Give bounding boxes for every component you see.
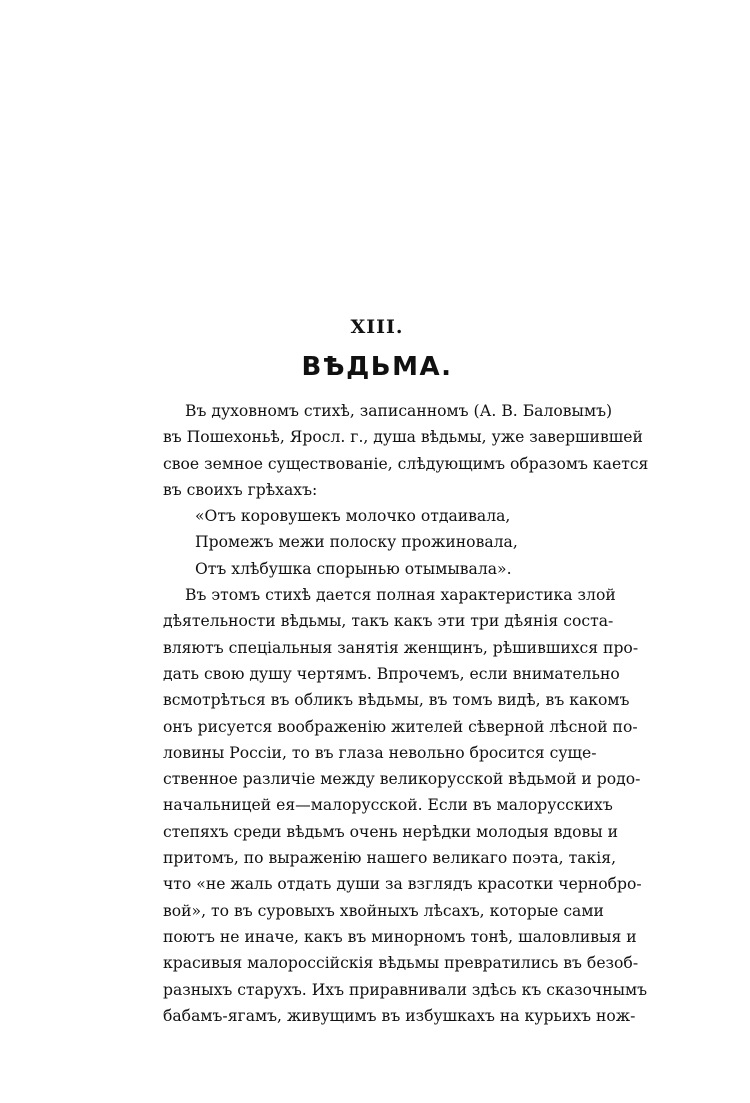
verse-line: Промежъ межи полоску прожиновала, bbox=[195, 533, 518, 552]
text-line: степяхъ среди вѣдьмъ очень нерѣдки молодыя вдовы и bbox=[163, 822, 619, 841]
text-line: Въ этомъ стихѣ дается полная характеристика злой bbox=[185, 586, 616, 605]
text-line: всмотрѣться въ обликъ вѣдьмы, въ томъ видѣ, въ какомъ bbox=[163, 691, 630, 710]
text-line: дать свою душу чертямъ. Впрочемъ, если внимательно bbox=[163, 664, 620, 683]
text-line: бабамъ-ягамъ, живущимъ въ избушкахъ на курьихъ нож- bbox=[163, 1006, 636, 1025]
text-line: ловины Россіи, то въ глаза невольно бросится суще- bbox=[163, 743, 597, 762]
verse-line: «Отъ коровушекъ молочко отдаивала, bbox=[195, 507, 511, 526]
text-line: что «не жаль отдать души за взглядъ красотки чернобро- bbox=[163, 875, 642, 894]
text-line: въ своихъ грѣхахъ: bbox=[163, 480, 318, 499]
verse-quote bbox=[163, 503, 595, 582]
text-line: Въ духовномъ стихѣ, записанномъ (А. В. Баловымъ) bbox=[185, 402, 613, 420]
text-line: ственное различіе между великорусской вѣдьмой и родо- bbox=[163, 770, 641, 789]
text-line: красивыя малороссійскія вѣдьмы превратились въ безоб- bbox=[163, 954, 639, 973]
text-line: поютъ не иначе, какъ въ минорномъ тонѣ, шаловливыя и bbox=[163, 927, 637, 946]
chapter-number: XIII. bbox=[350, 316, 404, 338]
text-line: онъ рисуется воображенію жителей сѣверной лѣсной по- bbox=[163, 717, 638, 736]
text-line: свое земное существованіе, слѣдующимъ образомъ кается bbox=[163, 454, 649, 473]
text-line: въ Пошехоньѣ, Яросл. г., душа вѣдьмы, уже завершившей bbox=[163, 428, 643, 447]
text-line: вляютъ спеціальныя занятія женщинъ, рѣшившихся про- bbox=[163, 638, 639, 657]
page-text bbox=[163, 398, 649, 1029]
body-paragraph bbox=[163, 582, 648, 1029]
text-line: начальницей ея—малорусской. Если въ малорусскихъ bbox=[163, 796, 613, 815]
verse-line: Отъ хлѣбушка спорынью отымывала». bbox=[195, 559, 512, 578]
text-line: притомъ, по выраженію нашего великаго поэта, такія, bbox=[163, 849, 617, 868]
intro-paragraph bbox=[163, 398, 649, 503]
text-line: дѣятельности вѣдьмы, такъ какъ эти три дѣянія соста- bbox=[163, 612, 614, 631]
chapter-title: ВѢДЬМА. bbox=[301, 352, 453, 382]
text-line: разныхъ старухъ. Ихъ приравнивали здѣсь къ сказочнымъ bbox=[163, 980, 648, 999]
text-line: вой», то въ суровыхъ хвойныхъ лѣсахъ, которые сами bbox=[163, 901, 604, 920]
